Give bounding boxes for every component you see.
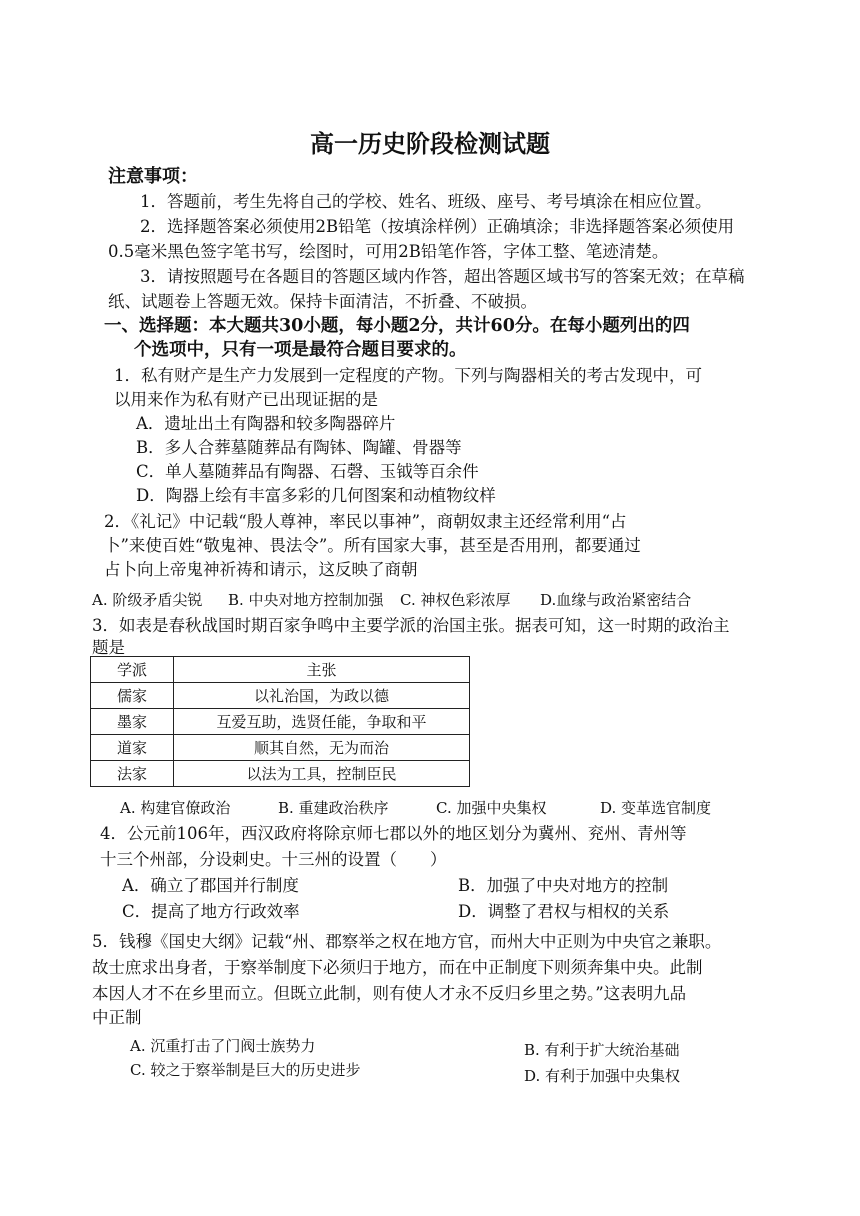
notice-item-2: 2．选择题答案必须使用2B铅笔（按填涂样例）正确填涂；非选择题答案必须使用	[140, 217, 735, 236]
q1-option-b: B．多人合葬墓随葬品有陶钵、陶罐、骨器等	[136, 438, 462, 457]
q1-option-d: D．陶器上绘有丰富多彩的几何图案和动植物纹样	[136, 486, 496, 505]
section-heading-line2: 个选项中，只有一项是最符合题目要求的。	[134, 340, 467, 360]
q1-option-c: C．单人墓随葬品有陶器、石磬、玉钺等百余件	[136, 462, 479, 481]
q1-option-a: A．遗址出土有陶器和较多陶器碎片	[136, 414, 396, 433]
q5-stem-line3: 本因人才不在乡里而立。但既立此制，则有使人才永不反归乡里之势。”这表明九品	[92, 984, 687, 1003]
notice-item-1: 1．答题前，考生先将自己的学校、姓名、班级、座号、考号填涂在相应位置。	[140, 192, 712, 211]
table-cell-school: 儒家	[91, 683, 174, 709]
notice-item-3-cont: 纸、试题卷上答题无效。保持卡面清洁，不折叠、不破损。	[108, 292, 537, 311]
q5-option-a: A. 沉重打击了门阀士族势力	[130, 1037, 316, 1055]
table-cell-school: 法家	[91, 761, 174, 787]
q5-stem-line1: 5．钱穆《国史大纲》记载“州、郡察举之权在地方官，而州大中正则为中央官之兼职。	[92, 932, 722, 951]
q4-option-d: D．调整了君权与相权的关系	[458, 902, 670, 921]
q1-stem-line2: 以用来作为私有财产已出现证据的是	[114, 390, 378, 409]
q2-option-b: B. 中央对地方控制加强	[228, 591, 384, 609]
table-header-row	[91, 657, 470, 683]
section-heading-line1: 一、选择题：本大题共30小题，每小题2分，共计60分。在每小题列出的四	[104, 316, 690, 336]
notice-item-3: 3．请按照题号在各题目的答题区域内作答，超出答题区域书写的答案无效；在草稿	[140, 267, 745, 286]
q5-stem-line2: 故士庶求出身者，于察举制度下必须归于地方，而在中正制度下则须奔集中央。此制	[92, 958, 703, 977]
q5-option-c: C. 较之于察举制是巨大的历史进步	[130, 1061, 361, 1079]
table-cell-claim: 互爱互助，选贤任能，争取和平	[174, 709, 470, 735]
table-row	[91, 709, 470, 735]
q2-stem-line1: 2．《礼记》中记载“殷人尊神，率民以事神”，商朝奴隶主还经常利用“占	[104, 512, 627, 531]
notice-heading: 注意事项：	[108, 166, 198, 187]
table-cell-claim: 以礼治国，为政以德	[174, 683, 470, 709]
q2-option-d: D.血缘与政治紧密结合	[540, 591, 692, 609]
q5-option-b: B. 有利于扩大统治基础	[524, 1041, 680, 1059]
q5-option-d: D. 有利于加强中央集权	[524, 1067, 681, 1085]
q5-stem-line4: 中正制	[92, 1008, 142, 1027]
table-cell-claim: 顺其自然，无为而治	[174, 735, 470, 761]
table-cell-school: 墨家	[91, 709, 174, 735]
q2-stem-line2: 卜”来使百姓“敬鬼神、畏法令”。所有国家大事，甚至是否用刑，都要通过	[104, 536, 641, 555]
q1-stem-line1: 1．私有财产是生产力发展到一定程度的产物。下列与陶器相关的考古发现中，可	[114, 366, 702, 385]
q2-option-c: C. 神权色彩浓厚	[400, 591, 511, 609]
table-cell-claim: 以法为工具，控制臣民	[174, 761, 470, 787]
q3-stem-line1: 3．如表是春秋战国时期百家争鸣中主要学派的治国主张。据表可知，这一时期的政治主	[92, 616, 730, 635]
q4-stem-line1: 4．公元前106年，西汉政府将除京师七郡以外的地区划分为冀州、兖州、青州等	[100, 824, 687, 843]
q3-option-b: B. 重建政治秩序	[278, 799, 389, 817]
q3-stem-line2: 题是	[92, 638, 125, 657]
q2-option-a: A. 阶级矛盾尖锐	[92, 591, 203, 609]
q4-option-c: C．提高了地方行政效率	[122, 902, 300, 921]
q3-option-a: A. 构建官僚政治	[120, 799, 231, 817]
q3-option-d: D. 变革选官制度	[600, 799, 712, 817]
q3-option-c: C. 加强中央集权	[436, 799, 547, 817]
q2-stem-line3: 占卜向上帝鬼神祈祷和请示，这反映了商朝	[104, 560, 418, 579]
table-header-school: 学派	[91, 657, 174, 683]
table-row	[91, 683, 470, 709]
table-row	[91, 735, 470, 761]
q4-stem-line2: 十三个州部，分设刺史。十三州的设置（ ）	[100, 850, 447, 869]
table-cell-school: 道家	[91, 735, 174, 761]
table-row	[91, 761, 470, 787]
table-header-claim: 主张	[174, 657, 470, 683]
q4-option-b: B．加强了中央对地方的控制	[458, 876, 669, 895]
q4-option-a: A．确立了郡国并行制度	[122, 876, 299, 895]
notice-item-2-cont: 0.5毫米黑色签字笔书写，绘图时，可用2B铅笔作答，字体工整、笔迹清楚。	[108, 242, 669, 261]
schools-table	[90, 656, 470, 787]
page-title: 高一历史阶段检测试题	[310, 129, 550, 158]
